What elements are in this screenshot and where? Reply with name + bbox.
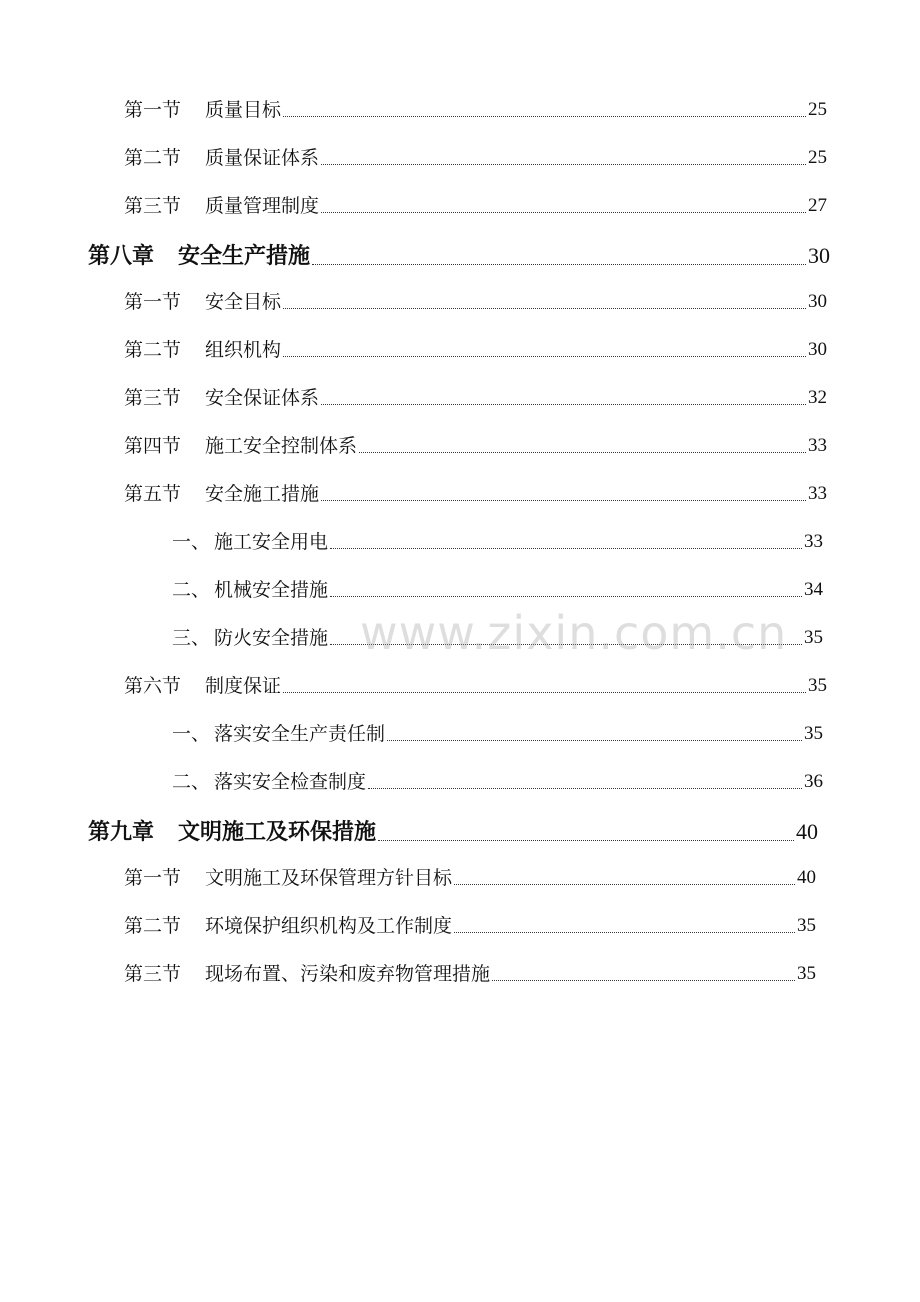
toc-page-number: 40 [797, 867, 816, 888]
toc-entry-label [124, 962, 490, 986]
toc-section-entry[interactable] [124, 146, 827, 170]
dot-leader [330, 548, 802, 549]
toc-entry-number: 一、 [172, 723, 211, 745]
dot-leader [454, 884, 795, 885]
toc-entry-label [124, 98, 281, 122]
toc-entry-label [172, 770, 366, 794]
toc-entry-title: 文明施工及环保措施 [178, 819, 377, 845]
dot-leader [330, 644, 802, 645]
dot-leader [321, 212, 806, 213]
toc-entry-label [124, 866, 452, 890]
toc-subsection-entry[interactable] [172, 578, 823, 602]
toc-section-entry[interactable] [124, 98, 827, 122]
toc-page-number: 30 [808, 339, 827, 360]
toc-entry-title: 现场布置、污染和废弃物管理措施 [205, 963, 491, 985]
toc-entry-label [124, 146, 319, 170]
toc-entry-number: 二、 [172, 579, 211, 601]
toc-entry-number: 第九章 [88, 819, 155, 845]
toc-page-number: 35 [804, 627, 823, 648]
toc-page-number: 33 [804, 531, 823, 552]
dot-leader [283, 356, 806, 357]
toc-entry-label [124, 290, 281, 314]
toc-section-entry[interactable] [124, 962, 816, 986]
dot-leader [378, 840, 794, 841]
toc-entry-title: 质量目标 [205, 99, 282, 121]
toc-page-number: 35 [808, 675, 827, 696]
toc-section-entry[interactable] [124, 914, 816, 938]
dot-leader [368, 788, 802, 789]
toc-subsection-entry[interactable] [172, 626, 823, 650]
toc-entry-title: 安全目标 [205, 291, 282, 313]
toc-entry-number: 第一节 [124, 867, 182, 889]
toc-entry-number: 第三节 [124, 195, 182, 217]
dot-leader [321, 404, 806, 405]
toc-entry-title: 施工安全控制体系 [205, 435, 358, 457]
toc-entry-title: 安全施工措施 [205, 483, 320, 505]
dot-leader [321, 500, 806, 501]
dot-leader [330, 596, 802, 597]
toc-page-number: 25 [808, 147, 827, 168]
toc-entry-title: 安全保证体系 [205, 387, 320, 409]
dot-leader [387, 740, 802, 741]
toc-entry-label [172, 626, 328, 650]
dot-leader [454, 932, 795, 933]
toc-entry-label [172, 530, 328, 554]
toc-entry-number: 一、 [172, 531, 211, 553]
toc-chapter-entry[interactable] [88, 818, 818, 846]
toc-section-entry[interactable] [124, 434, 827, 458]
toc-entry-title: 环境保护组织机构及工作制度 [205, 915, 453, 937]
toc-section-entry[interactable] [124, 674, 827, 698]
toc-entry-label [172, 578, 328, 602]
toc-entry-number: 第五节 [124, 483, 182, 505]
toc-page-number: 32 [808, 387, 827, 408]
toc-entry-label [124, 386, 319, 410]
toc-page-number: 33 [808, 435, 827, 456]
toc-entry-label [88, 242, 310, 270]
toc-entry-number: 第一节 [124, 291, 182, 313]
toc-entry-title: 落实安全检查制度 [214, 771, 367, 793]
toc-entry-title: 文明施工及环保管理方针目标 [205, 867, 453, 889]
toc-entry-title: 质量保证体系 [205, 147, 320, 169]
toc-entry-number: 三、 [172, 627, 211, 649]
toc-section-entry[interactable] [124, 338, 827, 362]
toc-entry-title: 落实安全生产责任制 [214, 723, 386, 745]
toc-page-number: 36 [804, 771, 823, 792]
toc-page-number: 25 [808, 99, 827, 120]
toc-page-number: 35 [804, 723, 823, 744]
toc-entry-label [124, 914, 452, 938]
toc-entry-label [124, 338, 281, 362]
dot-leader [312, 264, 806, 265]
toc-entry-number: 第一节 [124, 99, 182, 121]
toc-entry-number: 第二节 [124, 339, 182, 361]
toc-entry-number: 第三节 [124, 963, 182, 985]
toc-entry-number: 第八章 [88, 243, 155, 269]
dot-leader [283, 308, 806, 309]
toc-entry-number: 第三节 [124, 387, 182, 409]
toc-entry-number: 第四节 [124, 435, 182, 457]
toc-entry-title: 机械安全措施 [214, 579, 329, 601]
toc-entry-title: 质量管理制度 [205, 195, 320, 217]
toc-entry-label [124, 434, 357, 458]
toc-page-number: 35 [797, 915, 816, 936]
toc-entry-number: 第二节 [124, 147, 182, 169]
toc-entry-number: 第二节 [124, 915, 182, 937]
toc-section-entry[interactable] [124, 386, 827, 410]
toc-entry-label [172, 722, 385, 746]
watermark: www.zixin.com.cn [360, 606, 788, 660]
toc-entry-number: 二、 [172, 771, 211, 793]
toc-subsection-entry[interactable] [172, 770, 823, 794]
toc-subsection-entry[interactable] [172, 722, 823, 746]
toc-entry-title: 防火安全措施 [214, 627, 329, 649]
toc-page-number: 34 [804, 579, 823, 600]
dot-leader [283, 116, 806, 117]
toc-entry-title: 安全生产措施 [178, 243, 311, 269]
dot-leader [283, 692, 806, 693]
toc-page-number: 40 [796, 819, 818, 844]
toc-entry-label [124, 674, 281, 698]
toc-entry-label [124, 194, 319, 218]
toc-page-number: 33 [808, 483, 827, 504]
toc-section-entry[interactable] [124, 290, 827, 314]
dot-leader [492, 980, 795, 981]
toc-entry-title: 组织机构 [205, 339, 282, 361]
toc-entry-label [124, 482, 319, 506]
dot-leader [359, 452, 806, 453]
toc-chapter-entry[interactable] [88, 242, 830, 270]
toc-entry-title: 施工安全用电 [214, 531, 329, 553]
toc-entry-title: 制度保证 [205, 675, 282, 697]
toc-page-number: 30 [808, 291, 827, 312]
toc-page-number: 35 [797, 963, 816, 984]
toc-subsection-entry[interactable] [172, 530, 823, 554]
toc-section-entry[interactable] [124, 194, 827, 218]
dot-leader [321, 164, 806, 165]
toc-entry-number: 第六节 [124, 675, 182, 697]
toc-section-entry[interactable] [124, 482, 827, 506]
toc-page-number: 27 [808, 195, 827, 216]
toc-entry-label [88, 818, 376, 846]
toc-page-number: 30 [808, 243, 830, 268]
toc-section-entry[interactable] [124, 866, 816, 890]
